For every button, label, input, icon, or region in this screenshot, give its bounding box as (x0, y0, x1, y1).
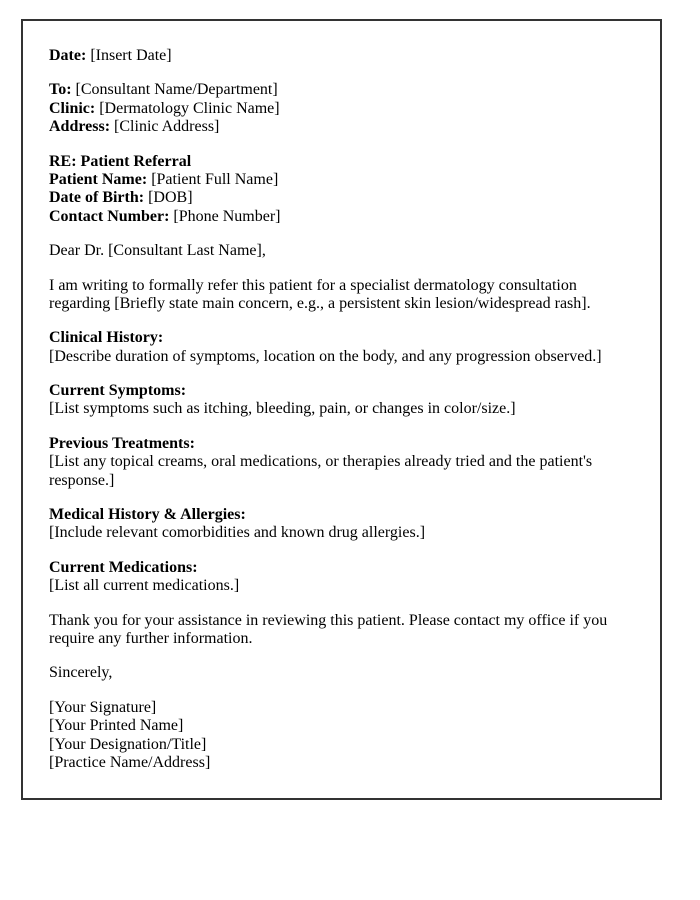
field-label: RE: Patient Referral (49, 152, 192, 170)
paragraph: Sincerely, (49, 664, 113, 682)
paragraph: [Your Signature] [Your Printed Name] [Your Designation/Title] [Practice Name/Address] (49, 698, 211, 771)
paragraph: Thank you for your assistance in reviewing this patient. Please contact my office if you require any further information. (49, 611, 608, 647)
paragraph: Current Medications: [List all current medications.] (49, 558, 240, 595)
field-label: Address: (49, 118, 111, 136)
field-label: Clinical History: (49, 329, 164, 347)
field-label: Clinic: (49, 99, 96, 117)
paragraph: Date: [Insert Date] (49, 47, 172, 64)
paragraph: RE: Patient Referral Patient Name: [Patient Full Name] Date of Birth: [DOB] Contact Number: [Phone Number] (49, 152, 281, 225)
field-label: Date of Birth: (49, 189, 145, 207)
paragraph: Dear Dr. [Consultant Last Name], (49, 242, 266, 260)
paragraph: To: [Consultant Name/Department] Clinic: [Dermatology Clinic Name] Address: [Clinic Address] (49, 81, 280, 136)
field-label: Medical History & Allergies: (49, 506, 246, 524)
field-label: Current Medications: (49, 558, 198, 576)
paragraph: Medical History & Allergies: [Include relevant comorbidities and known drug allergies.] (49, 506, 426, 542)
field-label: Previous Treatments: (49, 434, 195, 452)
paragraph: Clinical History: [Describe duration of symptoms, location on the body, and any progression observed.] (49, 329, 602, 365)
field-label: Date: (49, 47, 87, 64)
field-label: Current Symptoms: (49, 382, 187, 400)
field-label: To: (49, 81, 72, 99)
field-label: Patient Name: (49, 170, 148, 188)
paragraph: Previous Treatments: [List any topical creams, oral medications, or therapies already tried and the patient's response.] (49, 434, 593, 489)
paragraph: Current Symptoms: [List symptoms such as itching, bleeding, pain, or changes in color/size.] (49, 382, 516, 418)
letter-frame (21, 19, 662, 800)
paragraph: I am writing to formally refer this patient for a specialist dermatology consultation regarding [Briefly state main concern, e.g., a persistent skin lesion/widespread rash]. (49, 276, 591, 312)
field-label: Contact Number: (49, 207, 170, 225)
letter-body (49, 47, 633, 772)
